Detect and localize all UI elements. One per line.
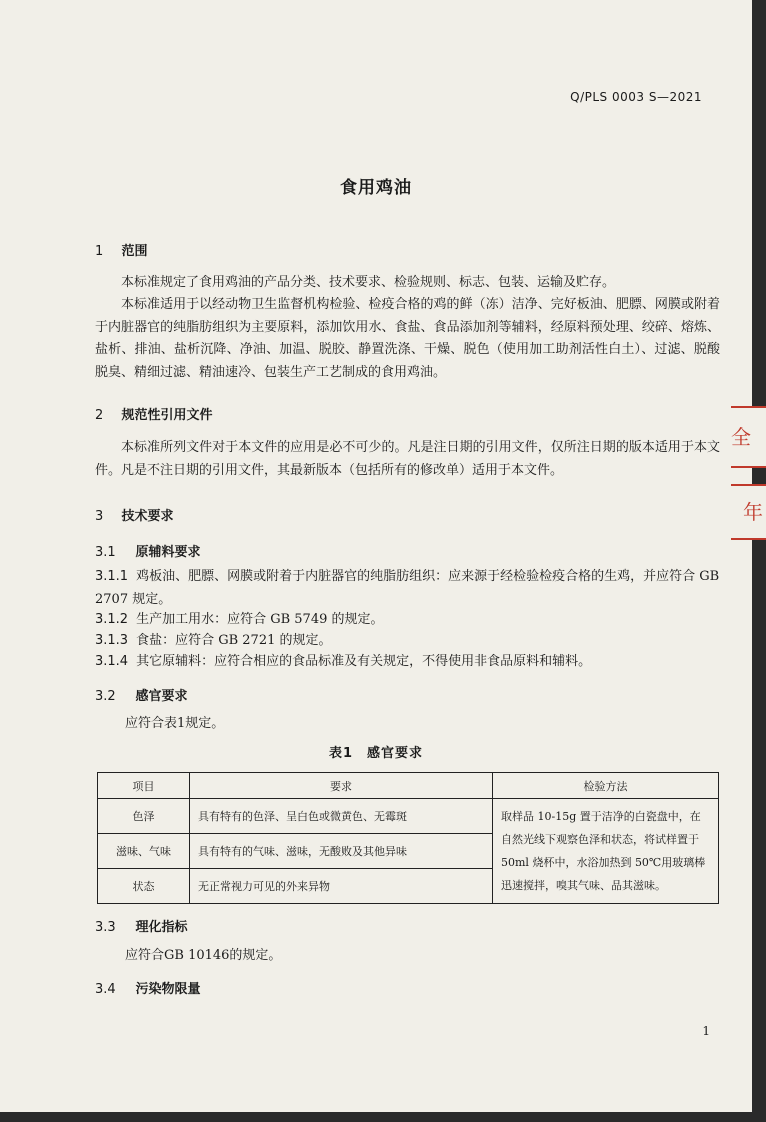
section-title: 规范性引用文件 bbox=[121, 408, 213, 423]
section-number: 3.2 bbox=[95, 689, 116, 704]
item-cell: 色泽 bbox=[98, 799, 190, 834]
section-number: 2 bbox=[95, 408, 104, 423]
section-title: 污染物限量 bbox=[135, 982, 201, 997]
scope-paragraph-1: 本标准规定了食用鸡油的产品分类、技术要求、检验规则、标志、包装、运输及贮存。 bbox=[121, 275, 616, 290]
section-number: 3 bbox=[95, 509, 104, 524]
item-number: 3.1.4 bbox=[95, 654, 129, 669]
item-number: 3.1.1 bbox=[95, 569, 129, 584]
section-number: 3.3 bbox=[95, 920, 116, 935]
header-cell: 检验方法 bbox=[493, 773, 719, 799]
item-text: 鸡板油、肥膘、网膜或附着于内脏器官的纯脂肪组织：应来源于经检验检疫合格的生鸡，并应符合 GB 2707 规定。 bbox=[95, 569, 720, 607]
item-text: 生产加工用水：应符合 GB 5749 的规定。 bbox=[136, 612, 384, 627]
page-number: 1 bbox=[702, 1024, 710, 1038]
sensory-reference: 应符合表1规定。 bbox=[125, 716, 225, 731]
method-cell: 取样品 10-15g 置于洁净的白瓷盘中，在自然光线下观察色泽和状态，将试样置于50ml 烧杯中，水浴加热到 50℃用玻璃棒迅速搅拌，嗅其气味、品其滋味。 bbox=[493, 799, 719, 904]
section-3-4-heading bbox=[95, 978, 201, 997]
item-number: 3.1.3 bbox=[95, 633, 129, 648]
physchem-reference: 应符合GB 10146的规定。 bbox=[125, 948, 282, 963]
item-cell: 状态 bbox=[98, 869, 190, 904]
section-3-2-heading bbox=[95, 685, 188, 704]
table-row bbox=[98, 799, 719, 834]
table-caption: 表1 感官要求 bbox=[328, 746, 424, 761]
section-title: 理化指标 bbox=[135, 920, 188, 935]
requirement-item bbox=[95, 630, 720, 653]
requirement-item bbox=[95, 651, 720, 674]
sensory-requirements-table bbox=[97, 772, 719, 904]
page-title: 食用鸡油 bbox=[340, 178, 412, 198]
header-cell: 项目 bbox=[98, 773, 190, 799]
standard-code: Q/PLS 0003 S—2021 bbox=[570, 90, 702, 104]
requirement-item bbox=[95, 566, 720, 611]
seal-stamp-bottom bbox=[731, 484, 766, 540]
references-paragraph: 本标准所列文件对于本文件的应用是必不可少的。凡是注日期的引用文件，仅所注日期的版本适用于本文件。凡是不注日期的引用文件，其最新版本（包括所有的修改单）适用于本文件。 bbox=[95, 440, 720, 478]
item-text: 其它原辅料：应符合相应的食品标准及有关规定，不得使用非食品原料和辅料。 bbox=[136, 654, 592, 669]
section-3-3-heading bbox=[95, 916, 188, 935]
seal-stamp-top bbox=[731, 406, 766, 468]
section-title: 范围 bbox=[121, 244, 148, 259]
section-number: 1 bbox=[95, 244, 104, 259]
requirement-cell: 无正常视力可见的外来异物 bbox=[190, 869, 493, 904]
requirement-cell: 具有特有的色泽、呈白色或微黄色、无霉斑 bbox=[190, 799, 493, 834]
requirement-item bbox=[95, 609, 720, 632]
table-header-row bbox=[98, 773, 719, 799]
section-title: 感官要求 bbox=[135, 689, 188, 704]
section-title: 技术要求 bbox=[121, 509, 174, 524]
scope-paragraph-2: 本标准适用于以经动物卫生监督机构检验、检疫合格的鸡的鲜（冻）洁净、完好板油、肥膘、网膜或附着于内脏器官的纯脂肪组织为主要原料，添加饮用水、食盐、食品添加剂等辅料，经原料预处理、绞碎、熔炼、盐析、排油、盐析沉降、净油、加温、脱胶、静置洗涤、干燥、脱色（使用加工助剂活性白土）、过滤、脱酸脱臭、精细过滤、精油速冷、包装生产工艺制成的食用鸡油。 bbox=[95, 297, 720, 380]
section-number: 3.1 bbox=[95, 545, 116, 560]
item-cell: 滋味、气味 bbox=[98, 834, 190, 869]
stamp-text: 年 bbox=[743, 500, 763, 524]
item-text: 食盐：应符合 GB 2721 的规定。 bbox=[136, 633, 332, 648]
section-1-heading bbox=[95, 240, 148, 259]
requirement-cell: 具有特有的气味、滋味，无酸败及其他异味 bbox=[190, 834, 493, 869]
header-cell: 要求 bbox=[190, 773, 493, 799]
stamp-text: 全 bbox=[731, 425, 751, 449]
section-3-heading bbox=[95, 505, 174, 524]
section-3-1-heading bbox=[95, 541, 201, 560]
section-title: 原辅料要求 bbox=[135, 545, 201, 560]
section-2-heading bbox=[95, 404, 213, 423]
section-number: 3.4 bbox=[95, 982, 116, 997]
item-number: 3.1.2 bbox=[95, 612, 129, 627]
